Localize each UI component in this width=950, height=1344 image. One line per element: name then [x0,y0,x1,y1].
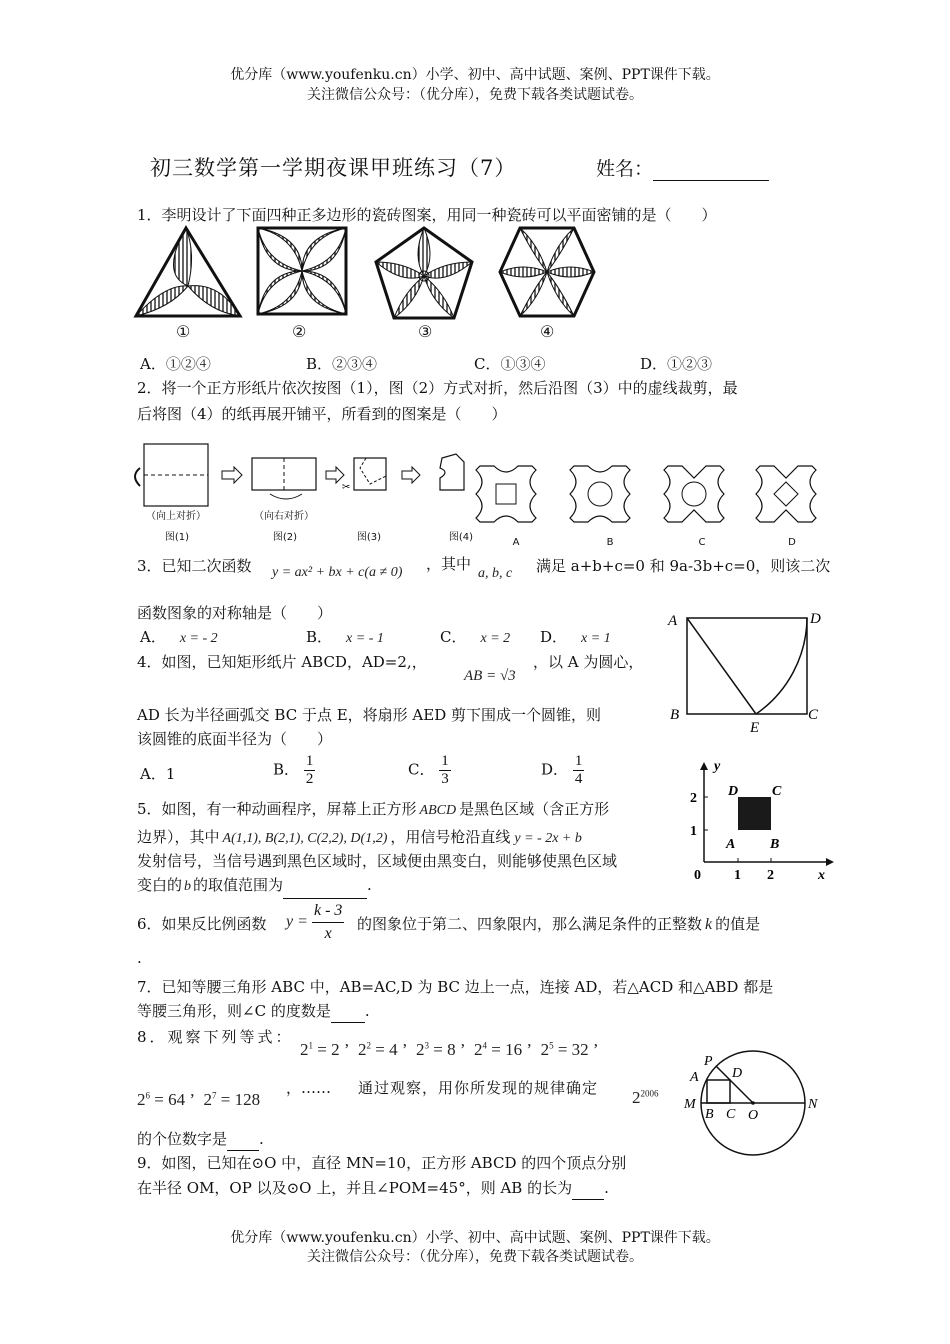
q8-target: $2^{2006}$ [632,1088,659,1107]
q5-tick-y1: 1 [690,824,697,839]
q2-caption-2: （向右对折） [254,511,314,522]
q1-fig-label-3: ③ [418,322,433,341]
q4-label-c: C [808,707,819,723]
q1-tile-figures [130,224,610,344]
q2-choice-b[interactable]: B [606,537,614,548]
tile-triangle-icon [136,228,240,316]
q5-tick-o: 0 [694,868,701,883]
q5-line-4: 变白的 b 的取值范围为 . [137,873,372,899]
q8-equations-row-1: $2^1 = 2$ ’ $2^2 = 4$ ’ $2^3 = 8$ ’ $2^4 = 16$ ’ $2^5 = 32$ ’ [300,1040,599,1059]
q5-line-2: 边界），其中 A(1,1), B(2,1), C(2,2), D(1,2) ，用信号枪沿直线 y = - 2x + b [137,828,582,846]
svg-text:✂: ✂ [342,482,351,493]
q2-fig-1: 图(1) [164,532,190,543]
q8-dots: ，…… [286,1079,332,1097]
q9-label-n: N [808,1097,818,1112]
q1-fig-label-4: ④ [540,322,555,341]
q8-line-1: 8．观察下列等式： [137,1028,294,1046]
q1-option-a[interactable]: A．①②④ [140,355,211,373]
header-line-1: 优分库（www.youfenku.cn）小学、初中、高中试题、案例、PPT课件下载。 [230,67,720,83]
q7-line-1: 7．已知等腰三角形 ABC 中，AB=AC,D 为 BC 边上一点，连接 AD，若△ACD 和△ABD 都是 [137,978,774,996]
q9-line-2: 在半径 OM，OP 以及⊙O 上，并且∠POM=45°，则 AB 的长为 . [137,1176,609,1200]
name-blank[interactable] [653,160,769,181]
q4-line-3: 该圆锥的底面半径为（ ） [137,730,333,748]
q4-option-d[interactable]: D． $\frac{1}{4}$ [541,753,583,787]
q1-option-c[interactable]: C．①③④ [474,355,546,373]
q4-prefix: 4．如图，已知矩形纸片 ABCD，AD=2,， [137,653,427,671]
tile-square-icon [258,228,346,314]
q4-option-a[interactable]: A．1 [140,765,176,783]
q3-prefix: 3．已知二次函数 [137,557,252,575]
q4-label-d: D [810,611,821,627]
q3-line-2: 函数图象的对称轴是（ ） [137,604,333,622]
q7-answer-blank[interactable] [331,1006,365,1023]
q1-fig-label-1: ① [176,322,191,341]
header-line-2: 关注微信公众号：（优分库），免费下载各类试题试卷。 [307,87,643,103]
q3-suffix: 满足 a+b+c=0 和 9a-3b+c=0，则该二次 [536,557,831,575]
q4-figure [660,606,830,736]
tile-hexagon-icon [500,228,594,316]
q9-label-b: B [705,1107,714,1122]
q2-line-2: 后将图（4）的纸再展开铺平，所看到的图案是（ ） [137,405,507,423]
q2-fig-2: 图(2) [272,532,298,543]
q9-label-d: D [732,1066,743,1081]
q9-answer-blank[interactable] [572,1183,604,1200]
q5-label-b: B [770,837,780,852]
q3-mid: ，其中 [426,555,472,573]
q4-label-b: B [670,707,680,723]
q3-option-c[interactable]: C． x = 2 [440,628,511,646]
q2-choice-a[interactable]: A [512,537,520,548]
q1-text: 1．李明设计了下面四种正多边形的瓷砖图案，用同一种瓷砖可以平面密铺的是（ ） [137,206,717,224]
footer-line-1: 优分库（www.youfenku.cn）小学、初中、高中试题、案例、PPT课件下载。 [230,1230,720,1246]
q8-equations-row-2: $2^6 = 64$ ’ $2^7 = 128$ [137,1090,261,1109]
q5-label-d: D [728,784,739,799]
q3-vars: a, b, c [478,566,513,581]
q2-line-1: 2．将一个正方形纸片依次按图（1），图（2）方式对折，然后沿图（3）中的虚线裁剪，最 [137,379,738,397]
q4-option-b[interactable]: B． $\frac{1}{2}$ [273,753,314,787]
q3-option-b[interactable]: B． x = - 1 [306,628,384,646]
q9-label-p: P [704,1054,713,1069]
q9-line-1: 9．如图，已知在⊙O 中，直径 MN=10，正方形 ABCD 的四个顶点分别 [137,1154,627,1172]
q2-fig-3: 图(3) [356,532,382,543]
q2-caption-1: （向上对折） [146,511,206,522]
q6-prefix: 6．如果反比例函数 [137,915,267,933]
q8-line-3: 的个位数字是 . [137,1127,264,1151]
q9-label-m: M [684,1097,696,1112]
q2-choice-c[interactable]: C [698,537,706,548]
q6-suffix: 的图象位于第二、四象限内，那么满足条件的正整数 k 的值是 [357,915,761,933]
q5-axis-x: x [818,868,825,883]
q5-line-1: 5．如图，有一种动画程序，屏幕上正方形 ABCD 是黑色区域（含正方形 [137,800,610,818]
q1-fig-label-2: ② [292,322,307,341]
q4-formula: AB = √3 [464,668,516,684]
page-title: 初三数学第一学期夜课甲班练习（7） [150,156,517,180]
q8-answer-blank[interactable] [227,1134,259,1151]
q4-option-c[interactable]: C． $\frac{1}{3}$ [408,753,449,787]
q3-option-a[interactable]: A． x = - 2 [140,628,218,646]
tile-pentagon-icon [376,228,472,318]
q1-option-b[interactable]: B．②③④ [306,355,378,373]
q7-line-2: 等腰三角形，则∠C 的度数是 . [137,999,370,1023]
q6-fraction: $\frac{k - 3}{x}$ [314,902,343,942]
q5-line-3: 发射信号，当信号遇到黑色区域时，区域便由黑变白，则能够使黑色区域 [137,852,618,870]
q1-option-d[interactable]: D．①②③ [640,355,713,373]
name-label: 姓名： [596,158,654,180]
q9-figure [680,1044,830,1160]
q5-tick-y2: 2 [690,791,697,806]
q4-label-e: E [750,720,760,736]
q5-label-a: A [726,837,736,852]
q5-answer-blank[interactable] [283,882,367,899]
q9-label-c: C [726,1107,736,1122]
q5-label-c: C [772,784,782,799]
name-field [596,154,769,181]
q5-tick-x2: 2 [767,868,774,883]
q5-figure [686,758,836,884]
q5-tick-x1: 1 [734,868,741,883]
q4-line-2: AD 长为半径画弧交 BC 于点 E，将扇形 AED 剪下围成一个圆锥，则 [137,706,602,724]
q2-fig-4: 图(4) [448,532,474,543]
q6-lhs: y = [286,913,308,930]
q6-line-2: . [137,949,142,967]
q4-suffix: ，以 A 为圆心， [533,653,644,671]
q4-label-a: A [668,613,678,629]
q3-option-d[interactable]: D． x = 1 [540,628,611,646]
q8-mid: 通过观察，用你所发现的规律确定 [358,1079,599,1097]
q9-label-a: A [690,1070,699,1085]
q9-label-o: O [748,1108,759,1123]
q2-choice-d[interactable]: D [788,537,796,548]
footer-line-2: 关注微信公众号：（优分库），免费下载各类试题试卷。 [307,1249,643,1265]
q5-axis-y: y [714,759,721,774]
q3-formula: y = ax² + bx + c(a ≠ 0) [272,565,403,580]
